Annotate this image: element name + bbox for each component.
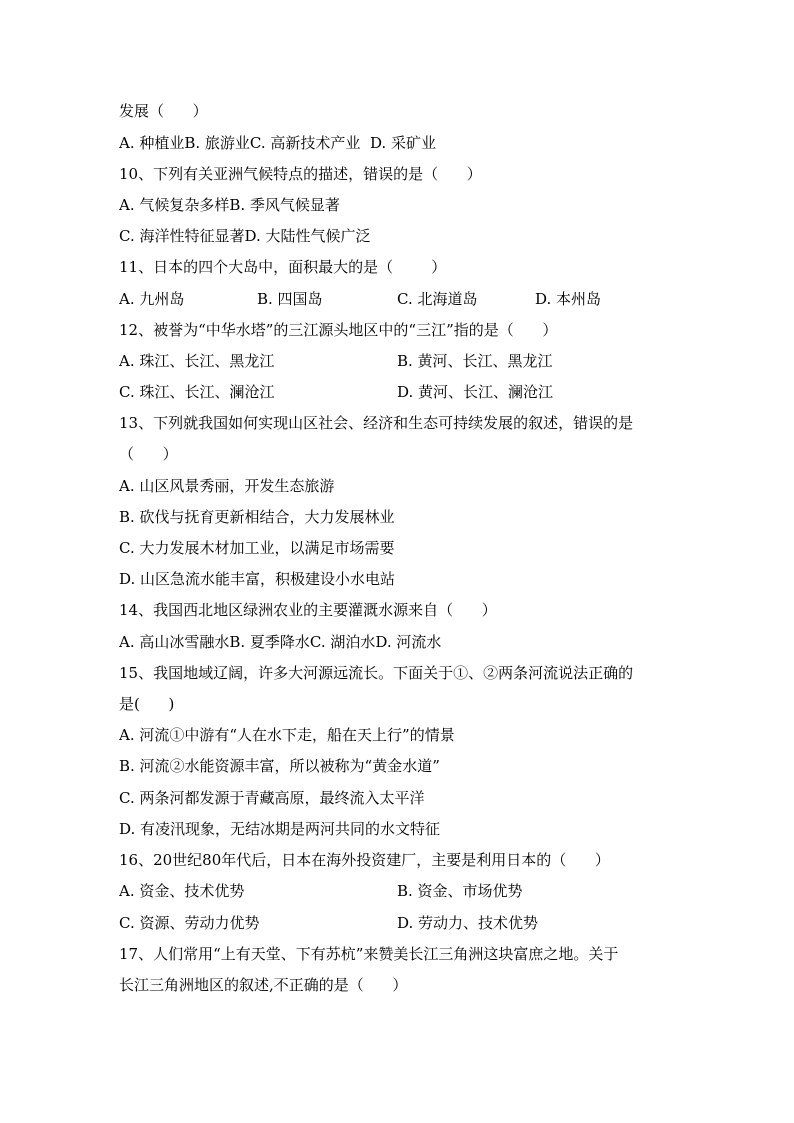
question-13-option-a: A. 山区风景秀丽，开发生态旅游 [119, 477, 335, 495]
question-11-option-b: B. 四国岛 [257, 290, 323, 308]
question-10-options-ab: A. 气候复杂多样B. 季风气候显著 [119, 196, 340, 214]
question-13: 13、下列就我国如何实现山区社会、经济和生态可持续发展的叙述，错误的是 [119, 414, 634, 432]
question-12-option-a: A. 珠江、长江、黑龙江 [119, 352, 275, 370]
question-13-option-d: D. 山区急流水能丰富，积极建设小水电站 [119, 570, 396, 588]
question-15-option-b: B. 河流②水能资源丰富，所以被称为“黄金水道” [119, 757, 440, 775]
question-17-continuation: 长江三角洲地区的叙述,不正确的是（ ） [119, 976, 408, 994]
question-11-option-c: C. 北海道岛 [397, 290, 478, 308]
question-11: 11、日本的四个大岛中，面积最大的是（ ） [119, 258, 447, 276]
question-10: 10、下列有关亚洲气候特点的描述，错误的是（ ） [119, 165, 482, 183]
question-17: 17、人们常用“上有天堂、下有苏杭”来赞美长江三角洲这块富庶之地。关于 [119, 945, 619, 963]
question-15-option-c: C. 两条河都发源于青藏高原，最终流入太平洋 [119, 789, 425, 807]
question-11-option-a: A. 九州岛 [119, 290, 185, 308]
question-9-continuation: 发展（ ） [119, 102, 208, 120]
question-15-continuation: 是( ) [119, 695, 175, 713]
question-12: 12、被誉为“中华水塔”的三江源头地区中的“三江”指的是（ ） [119, 321, 558, 339]
question-12-option-c: C. 珠江、长江、澜沧江 [119, 383, 275, 401]
question-15: 15、我国地域辽阔，许多大河源远流长。下面关于①、②两条河流说法正确的 [119, 664, 634, 682]
question-16-option-a: A. 资金、技术优势 [119, 882, 245, 900]
question-13-option-c: C. 大力发展木材加工业，以满足市场需要 [119, 539, 395, 557]
question-13-option-b: B. 砍伐与抚育更新相结合，大力发展林业 [119, 508, 395, 526]
question-16-option-c: C. 资源、劳动力优势 [119, 914, 260, 932]
question-9-options: A. 种植业B. 旅游业C. 高新技术产业 D. 采矿业 [119, 134, 436, 152]
question-15-option-d: D. 有凌汛现象，无结冰期是两河共同的水文特征 [119, 820, 441, 838]
question-14: 14、我国西北地区绿洲农业的主要灌溉水源来自（ ） [119, 601, 497, 619]
question-10-options-cd: C. 海洋性特征显著D. 大陆性气候广泛 [119, 227, 371, 245]
question-16: 16、20世纪80年代后，日本在海外投资建厂，主要是利用日本的（ ） [119, 851, 610, 869]
question-14-options: A. 高山冰雪融水B. 夏季降水C. 湖泊水D. 河流水 [119, 633, 442, 651]
question-11-option-d: D. 本州岛 [535, 290, 602, 308]
question-15-option-a: A. 河流①中游有“人在水下走，船在天上行”的情景 [119, 726, 455, 744]
question-13-answer-paren: （ ） [119, 445, 178, 463]
question-12-option-b: B. 黄河、长江、黑龙江 [397, 352, 553, 370]
question-12-option-d: D. 黄河、长江、澜沧江 [397, 383, 554, 401]
question-16-option-d: D. 劳动力、技术优势 [397, 914, 539, 932]
question-16-option-b: B. 资金、市场优势 [397, 882, 523, 900]
